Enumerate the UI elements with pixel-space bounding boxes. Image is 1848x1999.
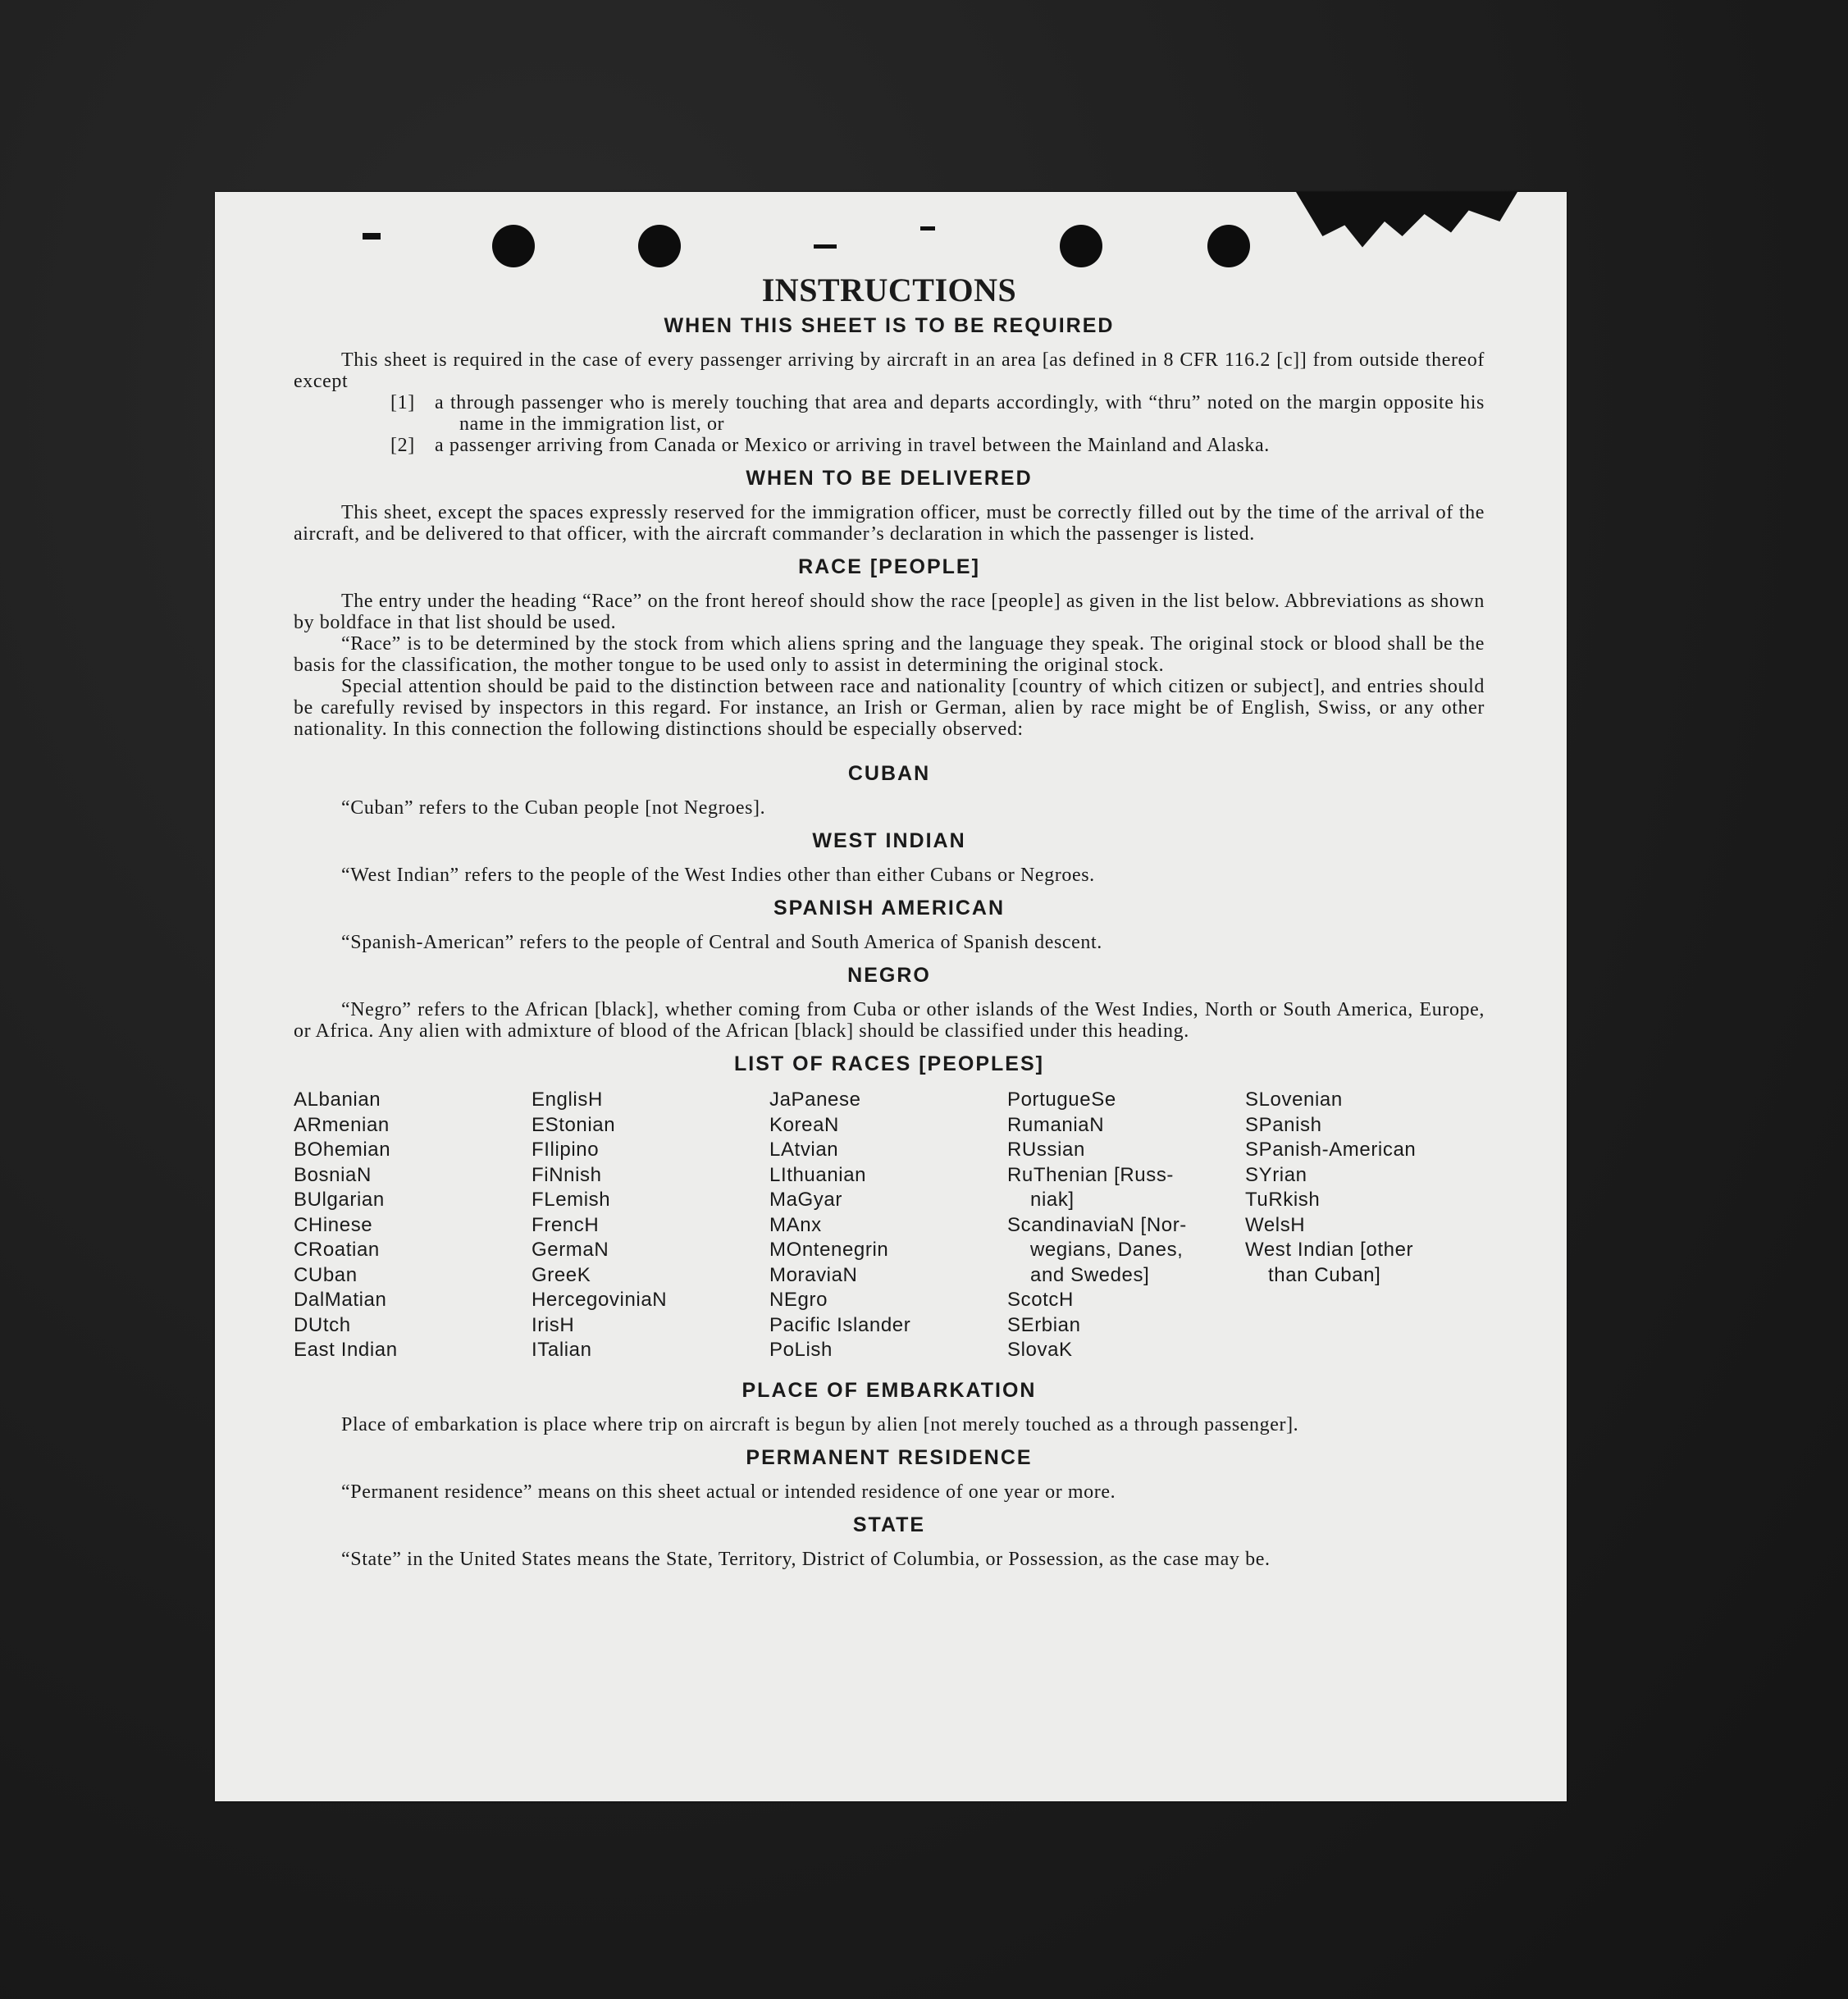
race-column-3 bbox=[769, 1088, 1007, 1363]
delivered-text: This sheet, except the spaces expressly reserved for the immigration officer, must be correctly filled out by the time of the arrival of the aircraft, and be delivered to that officer, with the aircraft commander’s declaration in which the passenger is listed. bbox=[294, 502, 1485, 545]
race-entry: IrisH bbox=[532, 1313, 575, 1336]
race-entry: BUlgarian bbox=[294, 1189, 385, 1211]
exception-text: a through passenger who is merely touching that area and departs accordingly, with “thru” noted on the margin opposite his name in the immigration list, or bbox=[435, 392, 1485, 435]
race-entry: KoreaN bbox=[769, 1113, 839, 1136]
race-entry-continued: wegians, Danes, bbox=[1030, 1239, 1184, 1261]
race-entry: WelsH bbox=[1245, 1213, 1306, 1236]
negro-text: “Negro” refers to the African [black], whether coming from Cuba or other islands of the West Indies, North or South America, Europe, or Africa. Any alien with admixture of blood of the African [black] should be classified under this heading. bbox=[294, 999, 1485, 1042]
race-entry: East Indian bbox=[294, 1339, 398, 1361]
ink-mark bbox=[920, 226, 935, 230]
spanish-american-text: “Spanish-American” refers to the people of Central and South America of Spanish descent. bbox=[341, 932, 1102, 953]
torn-corner bbox=[1296, 192, 1517, 266]
race-entry-continued: than Cuban] bbox=[1268, 1263, 1381, 1286]
race-entry: RuThenian [Russ- bbox=[1007, 1163, 1175, 1186]
race-entry: LAtvian bbox=[769, 1139, 839, 1161]
exception-item-2 bbox=[294, 435, 1485, 456]
race-entry: SYrian bbox=[1245, 1163, 1307, 1186]
race-entry: DUtch bbox=[294, 1313, 351, 1336]
race-entry-continued: and Swedes] bbox=[1030, 1263, 1150, 1286]
heading-negro: NEGRO bbox=[847, 964, 931, 987]
race-entry-continued: niak] bbox=[1030, 1189, 1075, 1211]
embarkation-text: Place of embarkation is place where trip on aircraft is begun by alien [not merely touched as a through passenger]. bbox=[341, 1413, 1299, 1435]
exception-text: a passenger arriving from Canada or Mexico or arriving in travel between the Mainland and Alaska. bbox=[435, 435, 1270, 456]
heading-west-indian: WEST INDIAN bbox=[812, 829, 966, 852]
race-entry: HercegoviniaN bbox=[532, 1289, 668, 1311]
race-entry: BOhemian bbox=[294, 1139, 391, 1161]
race-entry: MoraviaN bbox=[769, 1263, 858, 1286]
race-entry: FLemish bbox=[532, 1189, 611, 1211]
race-entry: SPanish-American bbox=[1245, 1139, 1417, 1161]
race-entry: GreeK bbox=[532, 1263, 591, 1286]
race-entry: EStonian bbox=[532, 1113, 616, 1136]
exception-number: [2] bbox=[390, 435, 415, 456]
heading-when-delivered: WHEN TO BE DELIVERED bbox=[746, 467, 1033, 490]
ink-mark bbox=[363, 233, 381, 240]
race-entry: ITalian bbox=[532, 1339, 592, 1361]
race-entry: SlovaK bbox=[1007, 1339, 1073, 1361]
race-column-5 bbox=[1245, 1088, 1485, 1363]
race-entry: ScandinaviaN [Nor- bbox=[1007, 1213, 1187, 1236]
race-entry: BosniaN bbox=[294, 1163, 372, 1186]
race-entry: FIlipino bbox=[532, 1139, 600, 1161]
cuban-text: “Cuban” refers to the Cuban people [not Negroes]. bbox=[341, 797, 766, 819]
heading-state: STATE bbox=[852, 1513, 926, 1536]
race-entry: ARmenian bbox=[294, 1113, 390, 1136]
race-entry: SPanish bbox=[1245, 1113, 1322, 1136]
race-entry: JaPanese bbox=[769, 1088, 861, 1111]
race-list bbox=[294, 1088, 1485, 1363]
heading-permanent-residence: PERMANENT RESIDENCE bbox=[746, 1445, 1033, 1469]
race-entry: West Indian [other bbox=[1245, 1239, 1414, 1261]
race-entry: CRoatian bbox=[294, 1239, 380, 1261]
race-entry: ScotcH bbox=[1007, 1289, 1074, 1311]
race-entry: ALbanian bbox=[294, 1088, 381, 1111]
race-paragraph-2: “Race” is to be determined by the stock from which aliens spring and the language they speak. The original stock or blood shall be the basis for the classification, the mother tongue to be used only to assist in determining the original stock. bbox=[294, 633, 1485, 676]
race-entry: MOntenegrin bbox=[769, 1239, 889, 1261]
punch-hole bbox=[1060, 225, 1102, 267]
heading-race: RACE [PEOPLE] bbox=[798, 555, 980, 578]
punch-hole bbox=[492, 225, 535, 267]
race-entry: SErbian bbox=[1007, 1313, 1081, 1336]
race-entry: SLovenian bbox=[1245, 1088, 1343, 1111]
race-entry: DalMatian bbox=[294, 1289, 387, 1311]
heading-list-of-races: LIST OF RACES [PEOPLES] bbox=[734, 1052, 1044, 1075]
heading-spanish-american: SPANISH AMERICAN bbox=[773, 897, 1005, 920]
west-indian-text: “West Indian” refers to the people of the West Indies other than either Cubans or Negroes. bbox=[341, 865, 1095, 886]
heading-when-required: WHEN THIS SHEET IS TO BE REQUIRED bbox=[664, 314, 1115, 337]
race-entry: FiNnish bbox=[532, 1163, 602, 1186]
race-entry: MAnx bbox=[769, 1213, 822, 1236]
required-intro: This sheet is required in the case of every passenger arriving by aircraft in an area [as defined in 8 CFR 116.2 [c]] from outside thereof except bbox=[294, 349, 1485, 392]
race-entry: TuRkish bbox=[1245, 1189, 1321, 1211]
race-paragraph-3: Special attention should be paid to the distinction between race and nationality [country of which citizen or subject], and entries should be carefully revised by inspectors in this regard. For instance, an Irish or German, alien by race might be of English, Swiss, or any other nationality. In this connection the following distinctions should be especially observed: bbox=[294, 676, 1485, 740]
race-entry: EnglisH bbox=[532, 1088, 603, 1111]
race-entry: MaGyar bbox=[769, 1189, 842, 1211]
race-column-1 bbox=[294, 1088, 532, 1363]
exception-number: [1] bbox=[390, 392, 415, 413]
race-entry: GermaN bbox=[532, 1239, 609, 1261]
race-entry: PortugueSe bbox=[1007, 1088, 1116, 1111]
state-text: “State” in the United States means the State, Territory, District of Columbia, or Possession, as the case may be. bbox=[341, 1548, 1271, 1570]
race-entry: Pacific Islander bbox=[769, 1313, 911, 1336]
race-entry: RumaniaN bbox=[1007, 1113, 1105, 1136]
race-column-4 bbox=[1007, 1088, 1245, 1363]
instruction-sheet bbox=[215, 192, 1567, 1801]
instructions-body bbox=[294, 271, 1485, 1570]
race-entry: FrencH bbox=[532, 1213, 600, 1236]
exception-item-1 bbox=[294, 392, 1485, 435]
punch-hole bbox=[638, 225, 681, 267]
race-entry: CUban bbox=[294, 1263, 358, 1286]
heading-cuban: CUBAN bbox=[847, 762, 931, 785]
page-title: INSTRUCTIONS bbox=[761, 272, 1017, 308]
race-entry: LIthuanian bbox=[769, 1163, 867, 1186]
race-entry: NEgro bbox=[769, 1289, 828, 1311]
race-column-2 bbox=[532, 1088, 769, 1363]
race-entry: PoLish bbox=[769, 1339, 833, 1361]
race-entry: RUssian bbox=[1007, 1139, 1085, 1161]
residence-text: “Permanent residence” means on this sheet actual or intended residence of one year or more. bbox=[341, 1481, 1116, 1503]
punch-hole bbox=[1207, 225, 1250, 267]
race-entry: CHinese bbox=[294, 1213, 373, 1236]
race-paragraph-1: The entry under the heading “Race” on the front hereof should show the race [people] as given in the list below. Abbreviations as shown by boldface in that list should be used. bbox=[294, 591, 1485, 633]
ink-mark bbox=[814, 244, 837, 249]
heading-embarkation: PLACE OF EMBARKATION bbox=[741, 1378, 1037, 1402]
